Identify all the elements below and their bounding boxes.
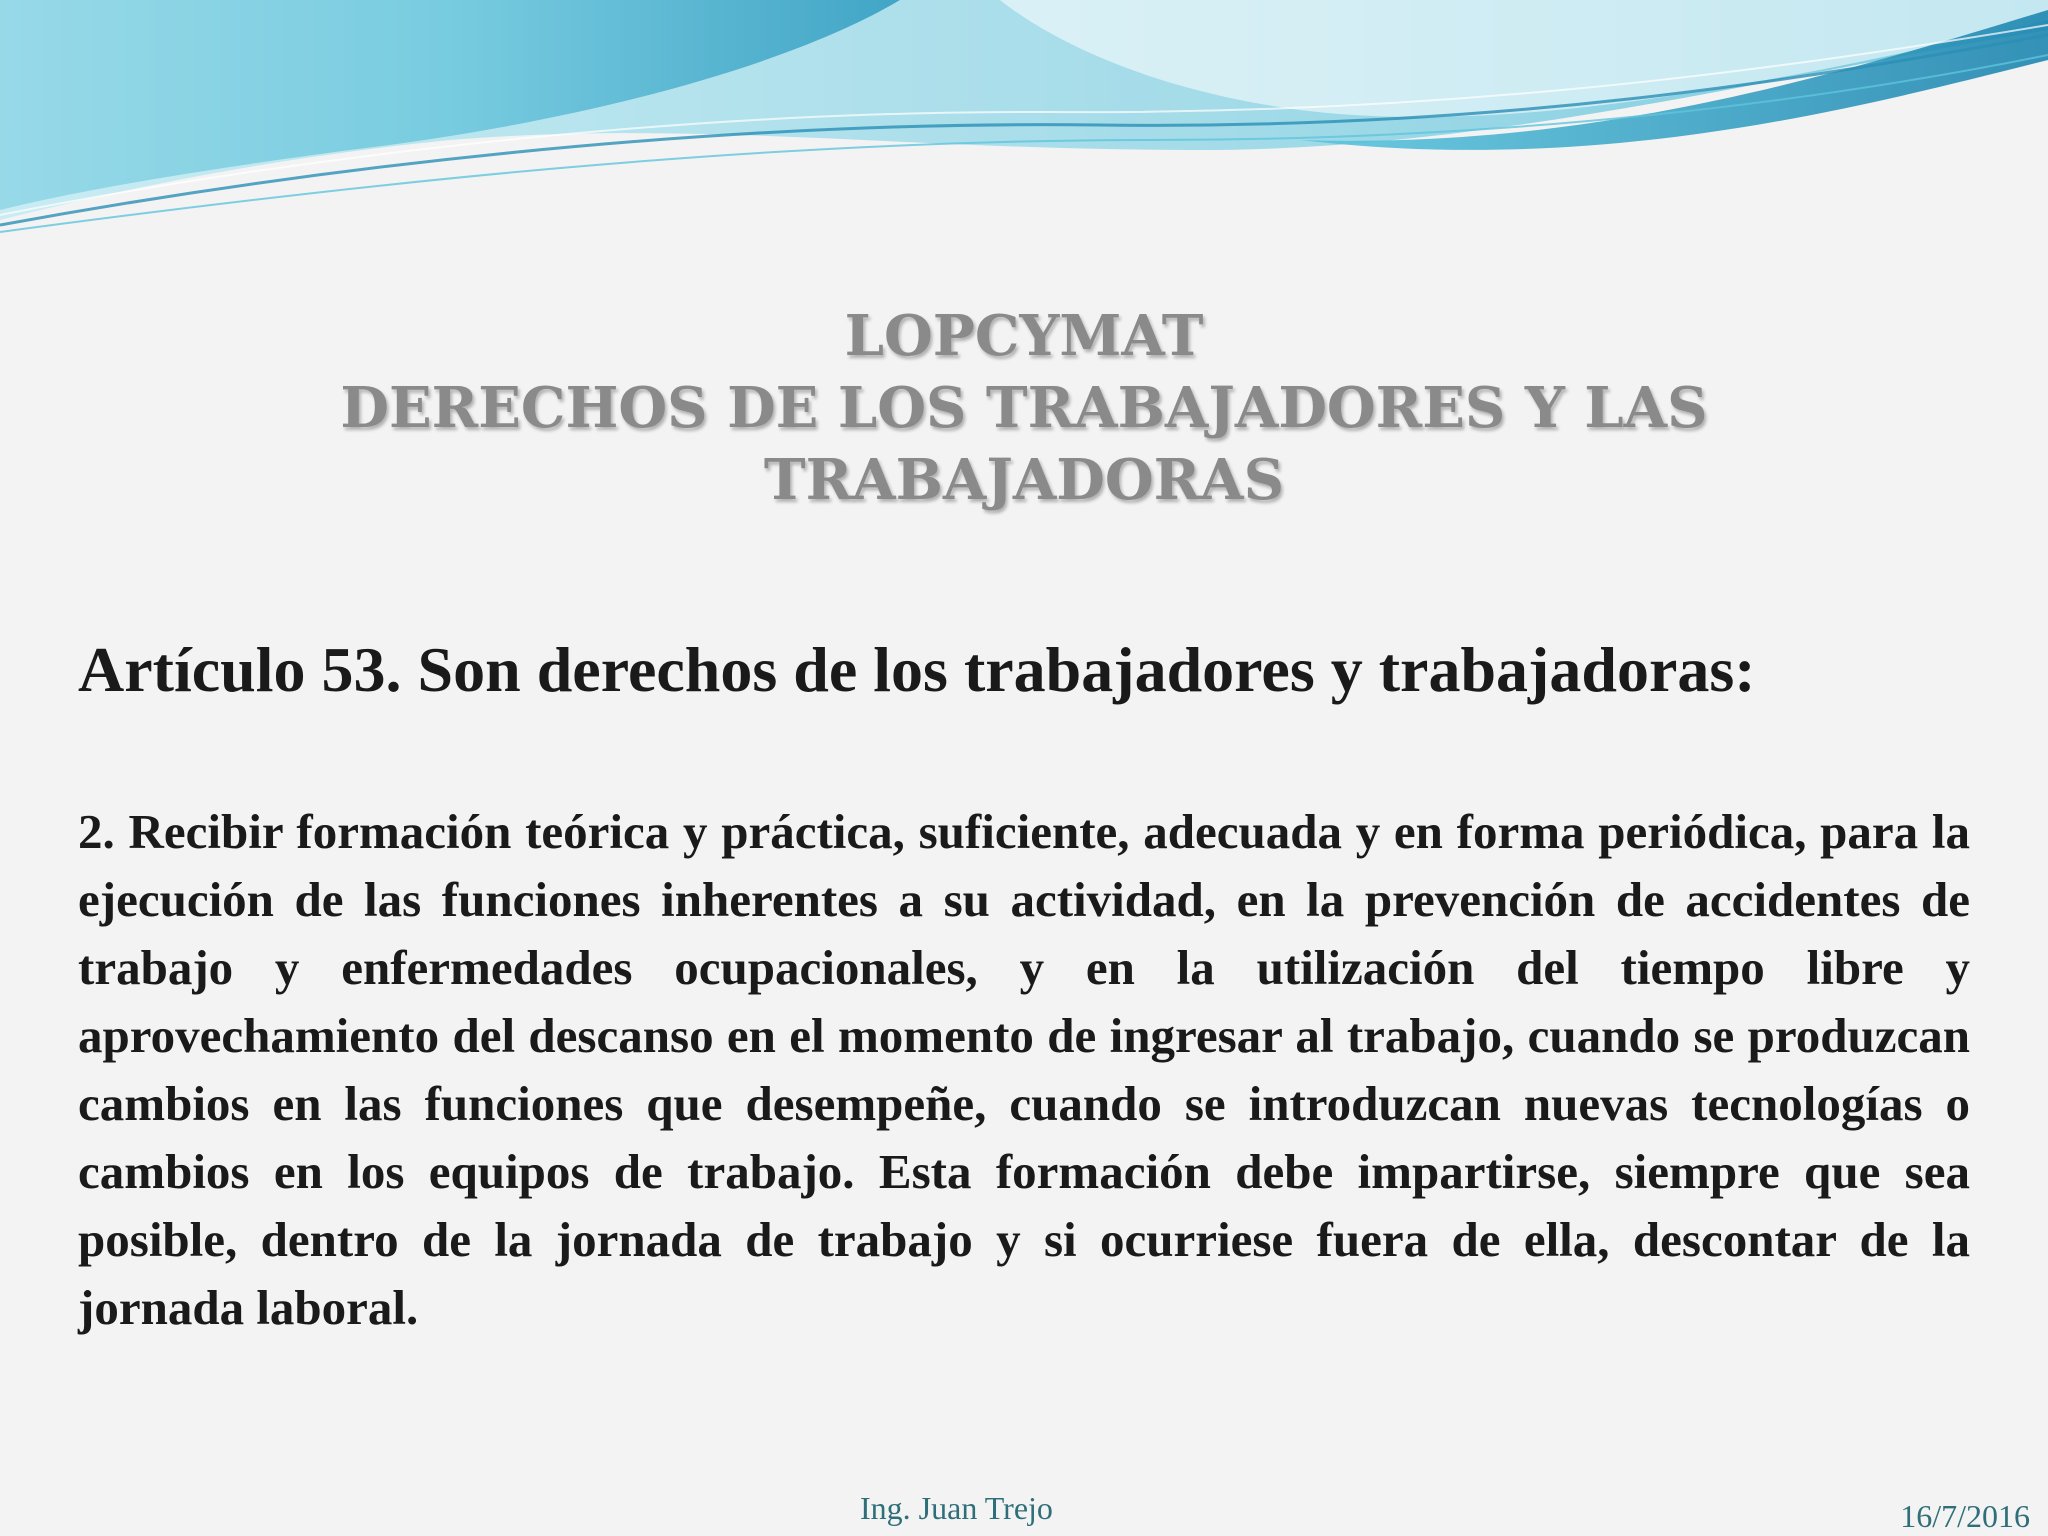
footer-date: 16/7/2016	[1900, 1498, 2030, 1534]
paragraph-text: Recibir formación teórica y práctica, suficiente, adecuada y en forma periódica, para la ejecución de las funciones inherentes a su actividad, en la prevención de accidentes de trabajo y enfermedades ocupacionales, y en la utilización del tiempo libre y aprovechamiento del descanso en el momento de ingresar al trabajo, cuando se produzcan cambios en las funciones que desempeñe, cuando se introduzcan nuevas tecnologías o cambios en los equipos de trabajo. Esta formación debe impartirse, siempre que sea posible, dentro de la jornada de trabajo y si ocurriese fuera de ella, descontar de la jornada laboral.	[78, 804, 1970, 1335]
footer-author: Ing. Juan Trejo	[860, 1490, 1053, 1526]
header-wave-decoration	[0, 0, 2048, 260]
title-line-2: DERECHOS DE LOS TRABAJADORES Y LAS	[340, 375, 1708, 441]
slide-title	[120, 300, 1928, 516]
title-line-3: TRABAJADORAS	[763, 447, 1285, 513]
article-heading: Artículo 53. Son derechos de los trabajadores y trabajadoras:	[78, 634, 1756, 705]
article-paragraph	[78, 798, 1970, 1342]
title-line-1: LOPCYMAT	[844, 303, 1204, 369]
paragraph-number: 2.	[78, 804, 115, 859]
